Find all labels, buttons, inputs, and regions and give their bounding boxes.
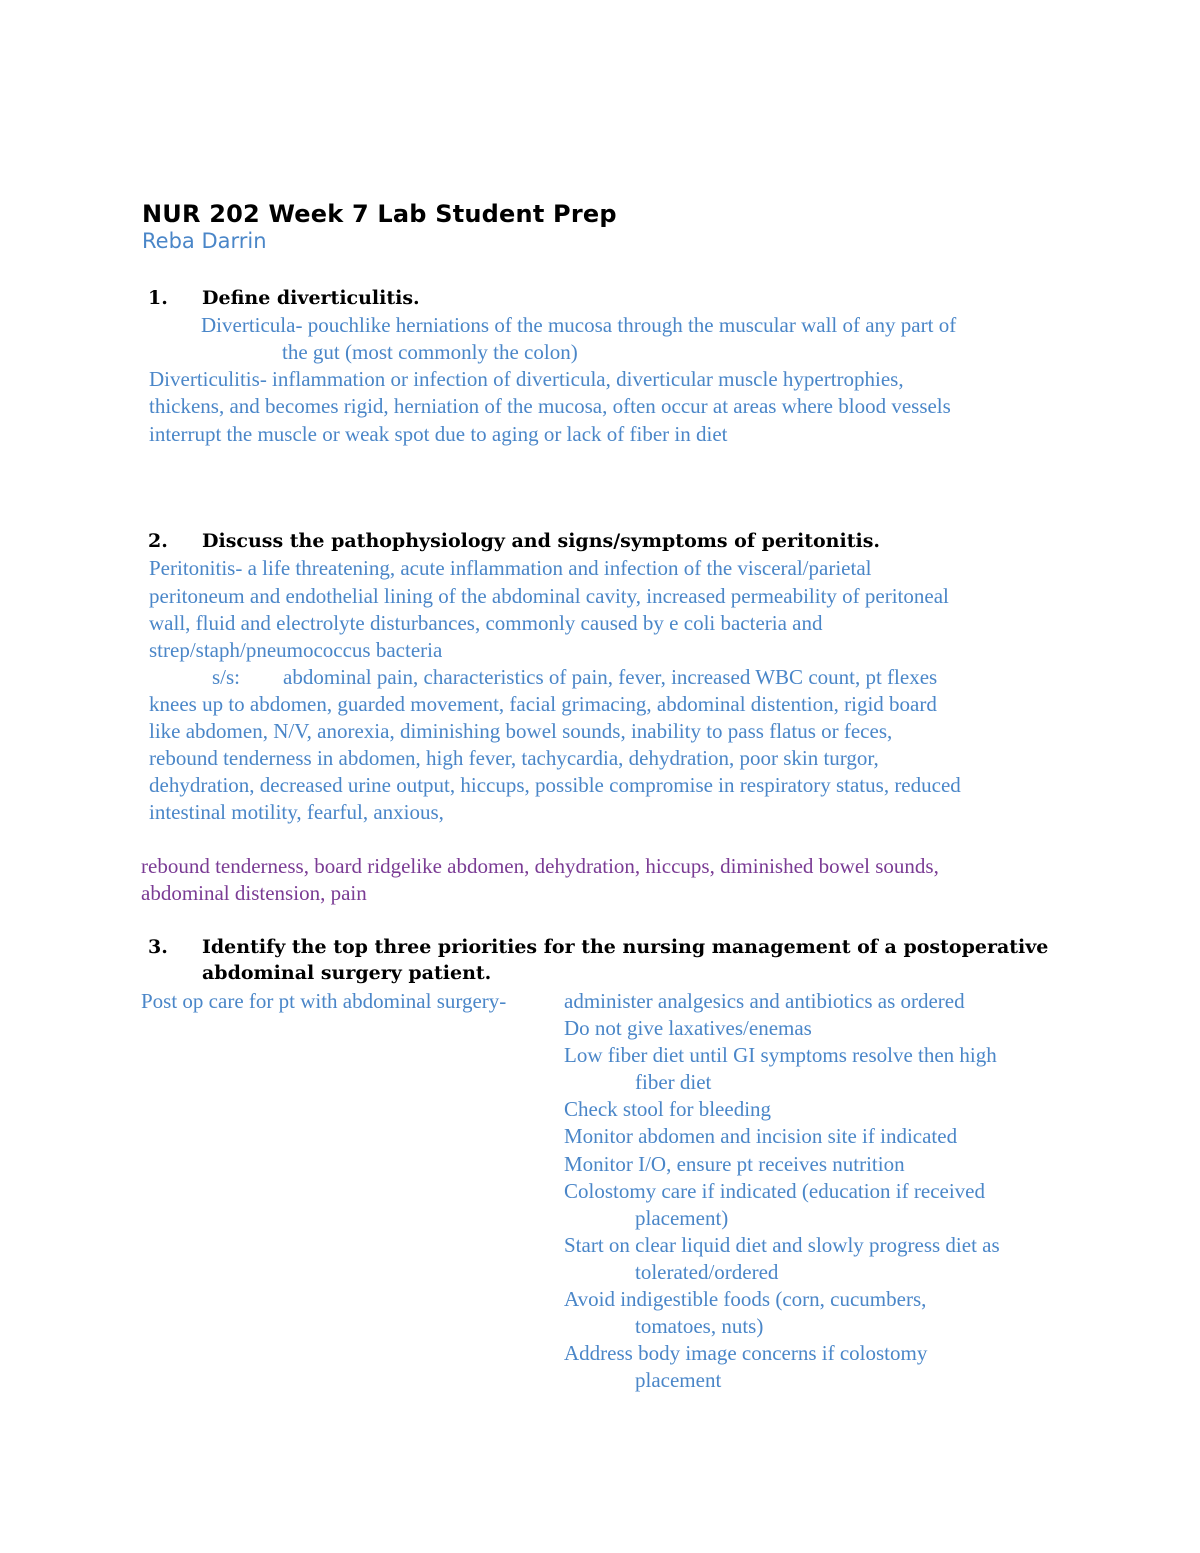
answer-2-line: strep/staph/pneumococcus bacteria (149, 638, 443, 662)
answer-3-item: Low fiber diet until GI symptoms resolve then high (564, 1043, 997, 1067)
answer-3-item: Avoid indigestible foods (corn, cucumbers, (564, 1287, 927, 1311)
answer-3-item: Address body image concerns if colostomy (564, 1341, 928, 1365)
answer-1-line: Diverticulitis- inflammation or infection of diverticula, diverticular muscle hypertrophies, (149, 367, 904, 391)
answer-2-line: Peritonitis- a life threatening, acute inflammation and infection of the visceral/parietal (149, 556, 872, 580)
question-3-number: 3. (148, 936, 168, 958)
answer-3-item: Start on clear liquid diet and slowly progress diet as (564, 1233, 1000, 1257)
answer-2-summary-line: rebound tenderness, board ridgelike abdomen, dehydration, hiccups, diminished bowel sounds, (141, 854, 939, 878)
answer-2-line: rebound tenderness in abdomen, high fever, tachycardia, dehydration, poor skin turgor, (149, 746, 879, 770)
answer-3-item: fiber diet (635, 1070, 712, 1094)
answer-3-item: Do not give laxatives/enemas (564, 1016, 812, 1040)
answer-3-item: placement (635, 1368, 722, 1392)
answer-3-item: Colostomy care if indicated (education if received (564, 1179, 985, 1203)
answer-3-item: tomatoes, nuts) (635, 1314, 764, 1338)
answer-3-item: Monitor I/O, ensure pt receives nutrition (564, 1152, 905, 1176)
answer-2-line: wall, fluid and electrolyte disturbances, commonly caused by e coli bacteria and (149, 611, 823, 635)
answer-2-line: knees up to abdomen, guarded movement, facial grimacing, abdominal distention, rigid board (149, 692, 937, 716)
question-3-text: Identify the top three priorities for the nursing management of a postoperative (202, 936, 1049, 958)
answer-2-line: dehydration, decreased urine output, hiccups, possible compromise in respiratory status, reduced (149, 773, 961, 797)
answer-1-line: interrupt the muscle or weak spot due to aging or lack of fiber in diet (149, 422, 728, 446)
document-title: NUR 202 Week 7 Lab Student Prep (142, 200, 617, 228)
answer-3-item: placement) (635, 1206, 729, 1230)
question-3-text: abdominal surgery patient. (202, 962, 492, 984)
question-1-number: 1. (148, 287, 168, 309)
author-name: Reba Darrin (142, 229, 267, 253)
answer-3-item: Monitor abdomen and incision site if indicated (564, 1124, 958, 1148)
answer-1-line: the gut (most commonly the colon) (282, 340, 578, 364)
answer-2-line: like abdomen, N/V, anorexia, diminishing bowel sounds, inability to pass flatus or feces, (149, 719, 893, 743)
question-1-text: Define diverticulitis. (202, 287, 420, 309)
answer-2-summary-line: abdominal distension, pain (141, 881, 367, 905)
answer-3-item: Check stool for bleeding (564, 1097, 772, 1121)
answer-1-line: thickens, and becomes rigid, herniation of the mucosa, often occur at areas where blood vessels (149, 394, 951, 418)
answer-1-line: Diverticula- pouchlike herniations of the mucosa through the muscular wall of any part of (201, 313, 957, 337)
answer-3-item: administer analgesics and antibiotics as ordered (564, 989, 965, 1013)
question-2-number: 2. (148, 530, 168, 552)
answer-2-line: abdominal pain, characteristics of pain, fever, increased WBC count, pt flexes (283, 665, 938, 689)
answer-2-line: intestinal motility, fearful, anxious, (149, 800, 444, 824)
answer-2-ss-label: s/s: (212, 665, 241, 689)
answer-3-lead: Post op care for pt with abdominal surgery- (141, 989, 507, 1013)
question-2-text: Discuss the pathophysiology and signs/symptoms of peritonitis. (202, 530, 881, 552)
answer-2-line: peritoneum and endothelial lining of the abdominal cavity, increased permeability of peritoneal (149, 584, 949, 608)
answer-3-item: tolerated/ordered (635, 1260, 779, 1284)
